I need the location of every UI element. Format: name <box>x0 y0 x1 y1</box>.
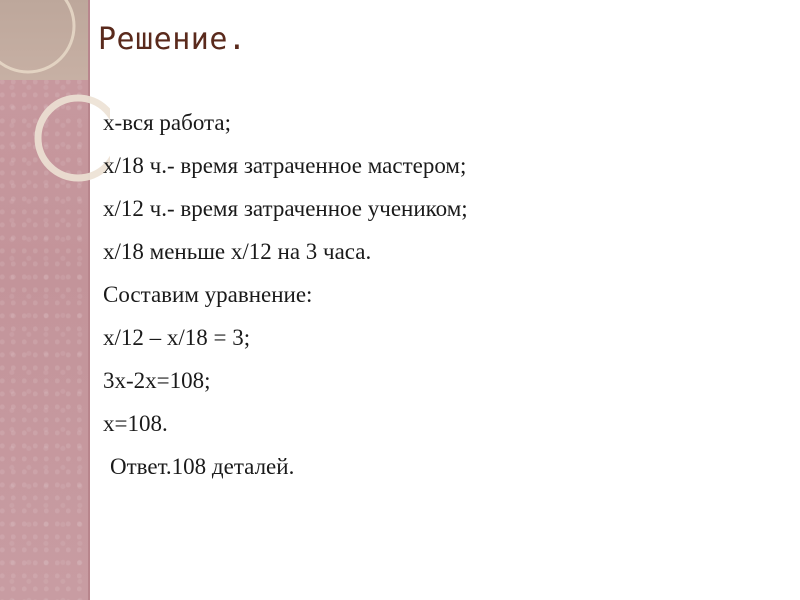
answer-line: Ответ.108 деталей. <box>110 454 295 479</box>
solution-line: 3х-2х=108; <box>103 368 211 393</box>
decorative-circles-icon <box>0 0 110 220</box>
solution-line: х/12 ч.- время затраченное учеником; <box>103 196 468 221</box>
solution-lines <box>103 101 773 488</box>
solution-line: х-вся работа; <box>103 110 231 135</box>
solution-line: Составим уравнение: <box>103 282 313 307</box>
solution-line: х/12 – х/18 = 3; <box>103 325 251 350</box>
solution-line: х/18 ч.- время затраченное мастером; <box>103 153 467 178</box>
slide-title: Решение. <box>98 22 247 57</box>
solution-line: х/18 меньше х/12 на 3 часа. <box>103 239 372 264</box>
solution-line: х=108. <box>103 411 168 436</box>
